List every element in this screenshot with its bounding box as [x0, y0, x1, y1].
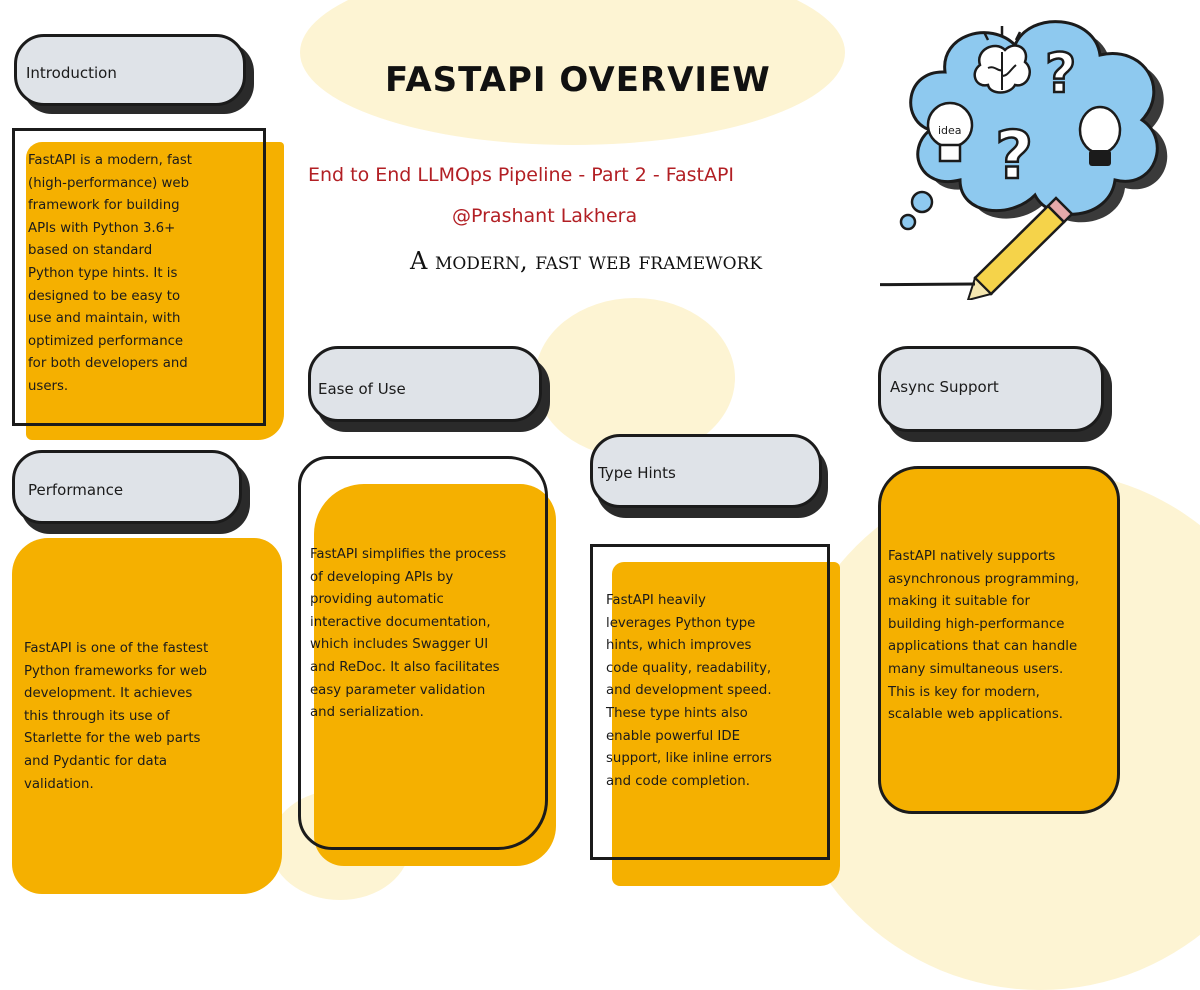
introduction-line: optimized performance	[28, 333, 184, 349]
thinking-cloud-doodle	[880, 10, 1180, 300]
type-hints-label: Type Hints	[598, 464, 676, 482]
async-support-body	[888, 546, 1079, 727]
introduction-line: framework for building	[28, 198, 180, 214]
type-hints-line: hints, which improves	[606, 638, 752, 654]
introduction-line: use and maintain, with	[28, 311, 181, 327]
ease-of-use-line: which includes Swagger UI	[310, 637, 489, 653]
ease-of-use-label: Ease of Use	[318, 380, 406, 398]
introduction-line: APIs with Python 3.6+	[28, 220, 176, 236]
introduction-line: (high-performance) web	[28, 175, 190, 191]
svg-text:?: ?	[995, 117, 1034, 194]
performance-line: validation.	[24, 776, 94, 792]
ease-of-use-body	[310, 544, 506, 725]
introduction-line: Python type hints. It is	[28, 265, 178, 281]
type-hints-line: and development speed.	[606, 683, 772, 699]
introduction-line: for both developers and	[28, 356, 188, 372]
type-hints-body	[606, 590, 772, 793]
introduction-line: FastAPI is a modern, fast	[28, 153, 192, 168]
tagline: A modern, fast web framework	[410, 247, 763, 275]
performance-body	[24, 638, 208, 796]
ease-of-use-line: and ReDoc. It also facilitates	[310, 659, 500, 675]
thought-bubble-small	[901, 215, 915, 229]
performance-line: FastAPI is one of the fastest	[24, 641, 209, 656]
type-hints-line: FastAPI heavily	[606, 593, 706, 608]
page-title: FASTAPI OVERVIEW	[385, 60, 771, 100]
introduction-label: Introduction	[26, 64, 117, 82]
async-support-line: building high-performance	[888, 616, 1065, 632]
introduction-line: based on standard	[28, 243, 153, 259]
svg-text:idea: idea	[938, 124, 962, 137]
ease-of-use-line: interactive documentation,	[310, 614, 491, 630]
performance-line: and Pydantic for data	[24, 753, 168, 769]
thought-bubble-large	[912, 192, 932, 212]
type-hints-line: code quality, readability,	[606, 660, 772, 676]
async-support-line: asynchronous programming,	[888, 571, 1080, 587]
async-support-line: scalable web applications.	[888, 707, 1063, 723]
ease-of-use-line: and serialization.	[310, 705, 424, 721]
type-hints-line: support, like inline errors	[606, 751, 772, 767]
ease-of-use-line: easy parameter validation	[310, 682, 486, 698]
type-hints-line: and code completion.	[606, 773, 750, 789]
author-handle: @Prashant Lakhera	[452, 205, 638, 227]
ease-of-use-line: providing automatic	[310, 592, 444, 608]
async-support-line: applications that can handle	[888, 639, 1078, 655]
introduction-line: users.	[28, 378, 69, 394]
performance-line: development. It achieves	[24, 686, 193, 702]
question-mark-icon	[995, 117, 1033, 194]
page-subtitle: End to End LLMOps Pipeline - Part 2 - FastAPI	[308, 164, 735, 186]
async-support-line: FastAPI natively supports	[888, 549, 1056, 564]
type-hints-line: leverages Python type	[606, 615, 756, 631]
type-hints-line: enable powerful IDE	[606, 728, 740, 744]
performance-line: this through its use of	[24, 708, 170, 724]
ease-of-use-line: FastAPI simplifies the process	[310, 547, 507, 562]
performance-line: Starlette for the web parts	[24, 731, 201, 747]
async-support-label: Async Support	[890, 378, 999, 396]
async-support-line: making it suitable for	[888, 594, 1030, 610]
async-support-line: many simultaneous users.	[888, 661, 1064, 677]
performance-line: Python frameworks for web	[24, 663, 208, 679]
introduction-line: designed to be easy to	[28, 288, 181, 304]
async-support-line: This is key for modern,	[888, 684, 1040, 700]
introduction-body	[28, 150, 192, 399]
question-mark-icon	[1045, 42, 1076, 105]
pencil-underline	[880, 284, 975, 285]
type-hints-line: These type hints also	[606, 705, 748, 721]
performance-label: Performance	[28, 481, 124, 499]
svg-text:?: ?	[1045, 42, 1077, 105]
ease-of-use-line: of developing APIs by	[310, 569, 454, 585]
